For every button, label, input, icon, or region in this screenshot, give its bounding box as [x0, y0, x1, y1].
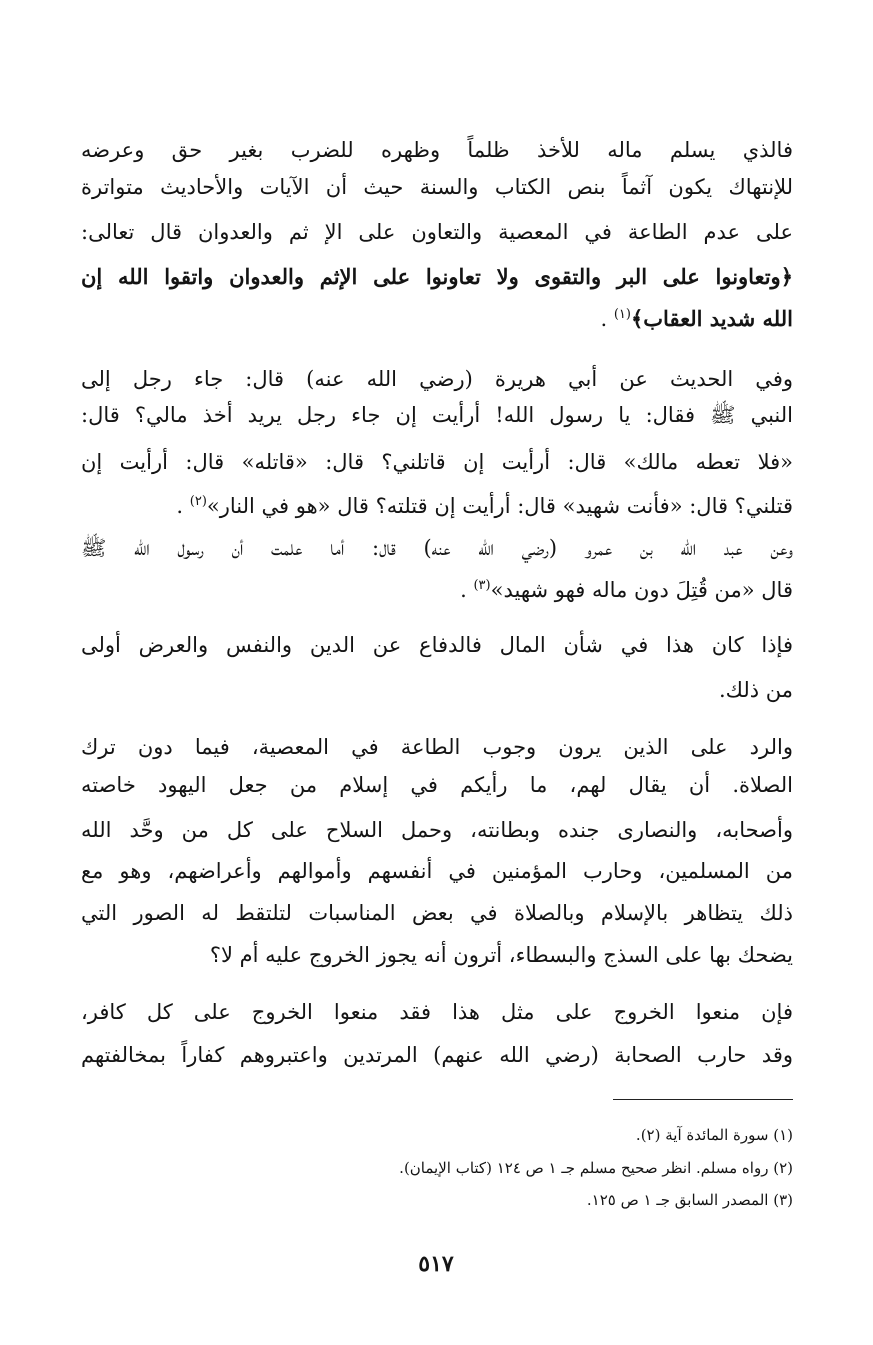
text-line-11: [81, 575, 793, 607]
period: .: [176, 494, 184, 518]
text-line-20: فإن منعوا الخروج على مثل هذا فقد منعوا الخروج على كل كافر،: [81, 1000, 793, 1024]
text-line-2: للإنتهاك يكون آثماً بنص الكتاب والسنة حيث أن الآيات والأحاديث متواترة: [81, 175, 793, 199]
quran-verse-end: الله شديد العقاب﴾: [630, 306, 793, 331]
footnote-ref-3: (٣): [473, 578, 491, 593]
text-line-6: وفي الحديث عن أبي هريرة (رضي الله عنه) قال: جاء رجل إلى: [81, 367, 793, 391]
footnote-ref-1: (١): [613, 307, 631, 322]
hadith-text: قال «من قُتِلَ دون ماله فهو شهيد»: [490, 578, 793, 602]
text-line-16: وأصحابه، والنصارى جنده وبطانته، وحمل السلاح على كل من وحَّد الله: [81, 818, 793, 842]
quran-verse-line-1: ﴿وتعاونوا على البر والتقوى ولا تعاونوا على الإثم والعدوان واتقوا الله إن: [81, 264, 793, 289]
page-number: ٥١٧: [418, 1251, 454, 1277]
text-line-21: وقد حارب الصحابة (رضي الله عنهم) المرتدين واعتبروهم كفاراً بمخالفتهم: [81, 1043, 793, 1067]
text-line-8: «فلا تعطه مالك» قال: أرأيت إن قاتلني؟ قال: «قاتله» قال: أرأيت إن: [81, 450, 793, 474]
text-line-18: ذلك يتظاهر بالإسلام وبالصلاة في بعض المناسبات لتلتقط له الصور التي: [81, 901, 793, 925]
footnote-ref-2: (٢): [189, 494, 207, 509]
text-line-1: فالذي يسلم ماله للأخذ ظلماً وظهره للضرب بغير حق وعرضه: [81, 138, 793, 162]
quran-verse-line-2: [81, 304, 793, 336]
footnote-2: (٢) رواه مسلم. انظر صحيح مسلم جـ ١ ص ١٢٤ (كتاب الإيمان).: [399, 1159, 793, 1177]
text-line-9: [81, 491, 793, 523]
text-line-17: من المسلمين، وحارب المؤمنين في أنفسهم وأموالهم وأعراضهم، وهو مع: [81, 859, 793, 883]
text-line-12: فإذا كان هذا في شأن المال فالدفاع عن الدين والنفس والعرض أولى: [81, 633, 793, 657]
period: .: [600, 307, 608, 331]
footnote-3: (٣) المصدر السابق جـ ١ ص ١٢٥.: [586, 1191, 793, 1209]
text-line-14: والرد على الذين يرون وجوب الطاعة في المعصية، فيما دون ترك: [81, 735, 793, 759]
text-line-7: النبي ﷺ فقال: يا رسول الله! أرأيت إن جاء رجل يريد أخذ مالي؟ قال:: [81, 403, 793, 427]
hadith-text: قتلني؟ قال: «فأنت شهيد» قال: أرأيت إن قتلته؟ قال «هو في النار»: [206, 494, 793, 518]
footnote-separator: [613, 1099, 793, 1100]
text-line-3: على عدم الطاعة في المعصية والتعاون على الإ ثم والعدوان قال تعالى:: [81, 220, 793, 244]
text-line-13: من ذلك.: [718, 678, 793, 702]
footnote-1: (١) سورة المائدة آية (٢).: [635, 1126, 793, 1144]
period: .: [460, 578, 467, 602]
text-line-19: يضحك بها على السذج والبسطاء، أترون أنه يجوز الخروج عليه أم لا؟: [209, 943, 793, 967]
text-line-15: الصلاة. أن يقال لهم، ما رأيكم في إسلام من جعل اليهود خاصته: [81, 773, 793, 797]
text-line-10: وعن عبد الله بن عمرو (رضي الله عنه) قال: أما علمت أن رسول الله ﷺ: [81, 536, 793, 560]
